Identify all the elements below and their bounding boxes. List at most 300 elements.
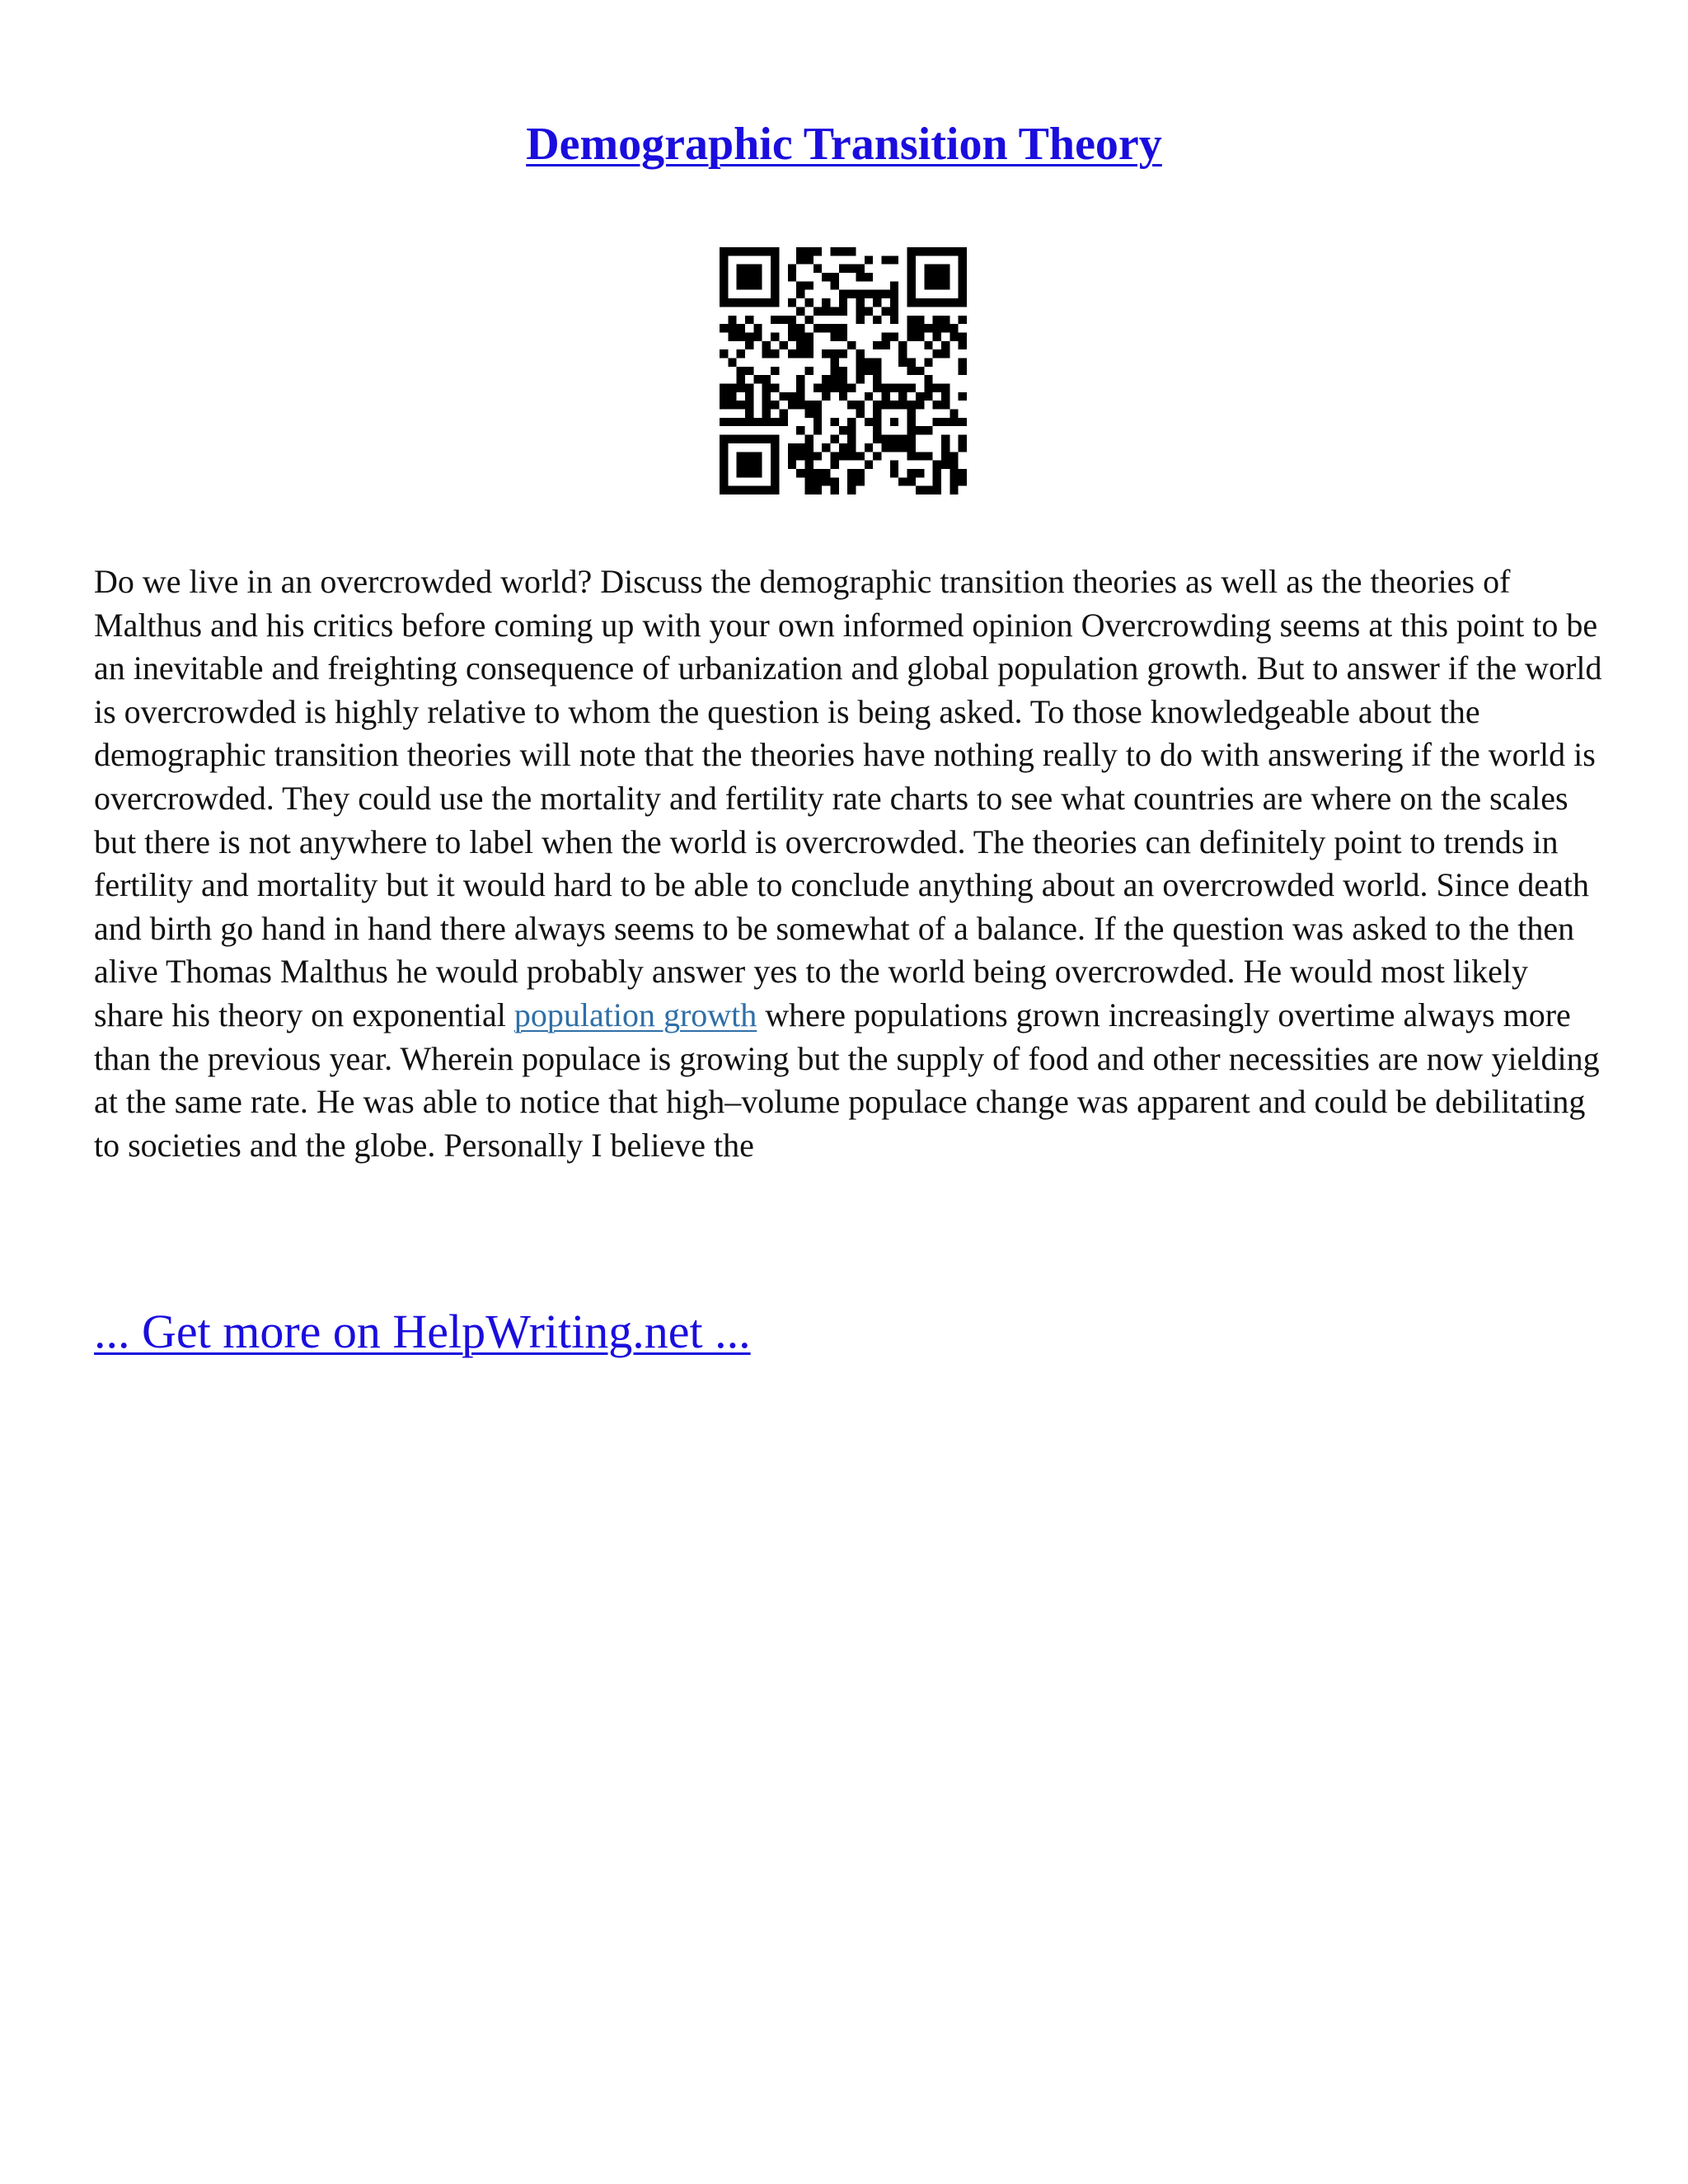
qr-module [873,298,881,307]
qr-module [847,469,856,477]
qr-module [745,341,753,349]
qr-module [762,375,771,383]
qr-module [728,435,736,443]
qr-module [856,265,865,273]
qr-module [804,316,813,324]
qr-module [856,349,865,358]
qr-module [856,375,865,383]
get-more-link[interactable]: ... Get more on HelpWriting.net ... [94,1305,751,1358]
qr-module [882,332,890,340]
qr-module [959,341,967,349]
qr-module [959,477,967,485]
qr-module [762,349,771,358]
qr-module [796,469,804,477]
qr-module [898,443,907,452]
qr-module [898,384,907,392]
body-paragraph [94,560,1602,1167]
qr-module [814,469,822,477]
qr-module [737,332,745,340]
qr-module [890,332,898,340]
qr-module [941,435,950,443]
qr-module [873,384,881,392]
qr-module [959,316,967,324]
qr-module [873,435,881,443]
qr-module [804,469,813,477]
qr-module [865,443,873,452]
qr-module [728,298,736,307]
qr-module [924,375,932,383]
qr-module [804,349,813,358]
qr-module [814,247,822,255]
qr-module [796,281,804,289]
qr-module [737,324,745,332]
qr-module [745,435,753,443]
qr-module [959,281,967,289]
qr-module [771,290,779,298]
qr-module [814,477,822,485]
qr-module [830,384,838,392]
qr-module [865,273,873,281]
qr-module [804,401,813,409]
qr-module [950,418,958,426]
qr-module [762,341,771,349]
qr-module [941,401,950,409]
population-growth-link[interactable]: population growth [513,996,757,1033]
qr-module [830,324,838,332]
qr-module [753,461,762,469]
qr-module [762,298,771,307]
qr-module [830,367,838,375]
qr-module [796,401,804,409]
qr-module [796,324,804,332]
qr-module [839,265,847,273]
qr-module [753,273,762,281]
qr-module [745,410,753,418]
qr-module [771,443,779,452]
qr-module [814,384,822,392]
qr-module [873,358,881,366]
qr-module [814,324,822,332]
qr-module [814,401,822,409]
qr-module [933,384,941,392]
qr-module [830,452,838,460]
qr-module [907,298,916,307]
qr-module [856,307,865,315]
qr-module [720,435,728,443]
qr-module [796,384,804,392]
qr-module [762,392,771,401]
qr-module [804,255,813,264]
qr-module [804,435,813,443]
qr-module [771,265,779,273]
qr-module [882,443,890,452]
qr-module [941,324,950,332]
qr-module [873,426,881,434]
qr-module [907,477,916,485]
qr-module [847,341,856,349]
qr-module [796,290,804,298]
qr-module [907,265,916,273]
qr-module [839,298,847,307]
qr-code-icon [720,247,967,494]
qr-module [830,273,838,281]
qr-module [959,358,967,366]
qr-module [814,307,822,315]
qr-module [856,273,865,281]
qr-module [737,247,745,255]
qr-module [907,367,916,375]
qr-module [779,316,787,324]
qr-module [890,290,898,298]
qr-module [950,332,958,340]
qr-module [720,281,728,289]
qr-module [720,265,728,273]
qr-module [907,316,916,324]
qr-module [890,316,898,324]
qr-module [771,401,779,409]
qr-module [771,316,779,324]
qr-module [898,349,907,358]
qr-module [822,307,830,315]
qr-module [959,435,967,443]
qr-module [814,452,822,460]
qr-module [865,461,873,469]
qr-module [839,426,847,434]
qr-module [941,418,950,426]
qr-module [950,452,958,460]
qr-module [745,316,753,324]
qr-module [771,255,779,264]
qr-module [814,486,822,494]
qr-module [788,349,796,358]
qr-module [907,255,916,264]
qr-module [788,332,796,340]
qr-module [941,384,950,392]
qr-module [830,477,838,485]
qr-module [753,418,762,426]
qr-module [933,298,941,307]
qr-module [728,486,736,494]
qr-module [959,469,967,477]
qr-module [882,307,890,315]
qr-module [916,324,924,332]
qr-module [898,341,907,349]
qr-module [796,341,804,349]
qr-module [839,367,847,375]
qr-module [959,418,967,426]
qr-module [737,281,745,289]
qr-module [873,341,881,349]
qr-module [847,443,856,452]
qr-module [745,486,753,494]
qr-module [830,375,838,383]
qr-module [856,290,865,298]
qr-module [924,324,932,332]
qr-module [720,247,728,255]
qr-module [873,452,881,460]
qr-module [941,392,950,401]
qr-module [873,401,881,409]
qr-module [941,298,950,307]
qr-module [737,273,745,281]
qr-module [907,435,916,443]
qr-module [728,392,736,401]
qr-module [847,418,856,426]
qr-module [847,426,856,434]
qr-module [890,255,898,264]
qr-module [907,358,916,366]
qr-module [865,358,873,366]
qr-module [745,392,753,401]
qr-module [771,273,779,281]
qr-module [847,290,856,298]
qr-module [771,298,779,307]
paragraph-text-start: Do we live in an overcrowded world? Discuss the demographic transition theories as well as the theories of Malthus and his critics before coming up with your own informed opinion Overcrowding seems at this point to be an inevitable and freighting consequence of urbanization and global population growth. But to answer if the world is overcrowded is highly relative to whom the question is being asked. To those knowledgeable about the demographic transition theories will note that the theories have nothing really to do with answering if the world is overcrowded. They could use the mortality and fertility rate charts to see what countries are where on the scales but there is not anywhere to label when the world is overcrowded. The theories can definitely point to trends in fertility and mortality but it would hard to be able to conclude anything about an overcrowded world. Since death and birth go hand in hand there always seems to be somewhat of a balance. If the question was asked to the then alive Thomas Malthus he would probably answer yes to the world being overcrowded. He would most likely share his theory on exponential [94,563,1602,1033]
qr-module [745,332,753,340]
qr-module [814,418,822,426]
qr-module [771,247,779,255]
qr-module [882,435,890,443]
qr-module [924,384,932,392]
qr-module [924,247,932,255]
qr-module [796,443,804,452]
title-link[interactable]: Demographic Transition Theory [526,119,1162,170]
qr-module [720,255,728,264]
qr-module [890,298,898,307]
qr-module [720,477,728,485]
qr-module [839,375,847,383]
qr-module [830,486,838,494]
qr-module [745,401,753,409]
qr-module [873,418,881,426]
qr-module [916,401,924,409]
qr-module [865,290,873,298]
qr-module [788,273,796,281]
qr-module [933,461,941,469]
qr-module [737,401,745,409]
qr-module [753,452,762,460]
qr-module [847,384,856,392]
qr-module [898,358,907,366]
qr-module [847,486,856,494]
qr-module [898,392,907,401]
qr-module [788,443,796,452]
qr-module [941,341,950,349]
qr-module [737,461,745,469]
qr-module [737,265,745,273]
qr-module [847,247,856,255]
qr-module [839,324,847,332]
qr-module [890,418,898,426]
qr-module [822,477,830,485]
qr-module [745,461,753,469]
qr-module [762,435,771,443]
qr-module [737,298,745,307]
qr-module [890,281,898,289]
qr-module [804,367,813,375]
qr-module [771,332,779,340]
qr-module [941,461,950,469]
qr-code-graphic [720,247,967,494]
qr-module [950,486,958,494]
qr-module [771,384,779,392]
qr-module [804,247,813,255]
qr-module [737,384,745,392]
qr-module [873,410,881,418]
qr-module [916,316,924,324]
qr-module [830,435,838,443]
qr-module [753,469,762,477]
qr-module [941,247,950,255]
qr-module [796,426,804,434]
qr-module [907,324,916,332]
qr-module [959,332,967,340]
qr-module [839,307,847,315]
qr-module [771,469,779,477]
qr-module [804,443,813,452]
qr-module [804,452,813,460]
qr-module [959,367,967,375]
qr-module [771,477,779,485]
qr-module [941,443,950,452]
qr-module [916,298,924,307]
qr-module [959,247,967,255]
qr-module [720,273,728,281]
qr-module [890,443,898,452]
qr-module [950,247,958,255]
qr-module [882,255,890,264]
qr-module [728,401,736,409]
qr-module [728,358,736,366]
qr-module [720,392,728,401]
qr-module [882,401,890,409]
qr-module [814,265,822,273]
qr-module [950,469,958,477]
qr-module [728,418,736,426]
qr-module [830,247,838,255]
qr-module [762,486,771,494]
qr-module [745,281,753,289]
qr-module [959,265,967,273]
qr-module [753,298,762,307]
qr-module [788,392,796,401]
qr-module [856,410,865,418]
qr-module [847,265,856,273]
qr-module [865,418,873,426]
qr-module [796,307,804,315]
qr-module [839,443,847,452]
qr-module [822,273,830,281]
qr-module [959,290,967,298]
qr-module [745,469,753,477]
qr-module [890,307,898,315]
qr-module [814,426,822,434]
qr-module [737,418,745,426]
qr-module [847,401,856,409]
qr-module [822,324,830,332]
qr-module [745,273,753,281]
qr-module [796,375,804,383]
qr-module [856,401,865,409]
qr-module [890,401,898,409]
qr-module [771,435,779,443]
qr-module [720,401,728,409]
qr-module [788,461,796,469]
qr-module [959,392,967,401]
qr-module [779,341,787,349]
qr-module [796,332,804,340]
qr-module [907,247,916,255]
qr-module [907,281,916,289]
paragraph-text-end: where populations grown increasingly overtime always more than the previous year. Wherein populace is growing but the supply of food and other necessities are now yielding at the same rate. He was able to notice that high–volume populace change was apparent and could be debilitating to societies and the globe. Personally I believe the [94,996,1600,1164]
qr-module [933,273,941,281]
qr-module [822,443,830,452]
qr-module [890,461,898,469]
qr-module [941,452,950,460]
qr-module [737,486,745,494]
qr-module [814,410,822,418]
qr-module [941,265,950,273]
qr-module [720,452,728,460]
qr-module [950,410,958,418]
qr-module [830,307,838,315]
qr-module [865,367,873,375]
qr-module [779,418,787,426]
qr-module [779,410,787,418]
qr-module [737,435,745,443]
qr-module [822,392,830,401]
qr-module [737,349,745,358]
qr-module [856,452,865,460]
qr-module [941,281,950,289]
qr-module [804,298,813,307]
qr-module [804,461,813,469]
qr-module [839,392,847,401]
qr-module [907,410,916,418]
qr-module [873,316,881,324]
qr-module [924,486,932,494]
qr-module [907,469,916,477]
qr-module [959,273,967,281]
qr-module [933,401,941,409]
qr-module [950,477,958,485]
qr-module [865,307,873,315]
qr-module [822,469,830,477]
qr-module [737,452,745,460]
qr-module [839,332,847,340]
qr-module [745,247,753,255]
qr-module [771,486,779,494]
qr-module [830,349,838,358]
qr-module [959,298,967,307]
qr-module [924,281,932,289]
qr-module [882,384,890,392]
qr-module [907,384,916,392]
qr-module [796,255,804,264]
qr-module [728,332,736,340]
qr-module [941,349,950,358]
qr-module [856,367,865,375]
qr-module [720,290,728,298]
qr-module [753,281,762,289]
qr-module [788,298,796,307]
qr-module [728,384,736,392]
qr-module [728,247,736,255]
qr-module [720,461,728,469]
qr-module [839,452,847,460]
qr-module [865,392,873,401]
qr-module [847,435,856,443]
